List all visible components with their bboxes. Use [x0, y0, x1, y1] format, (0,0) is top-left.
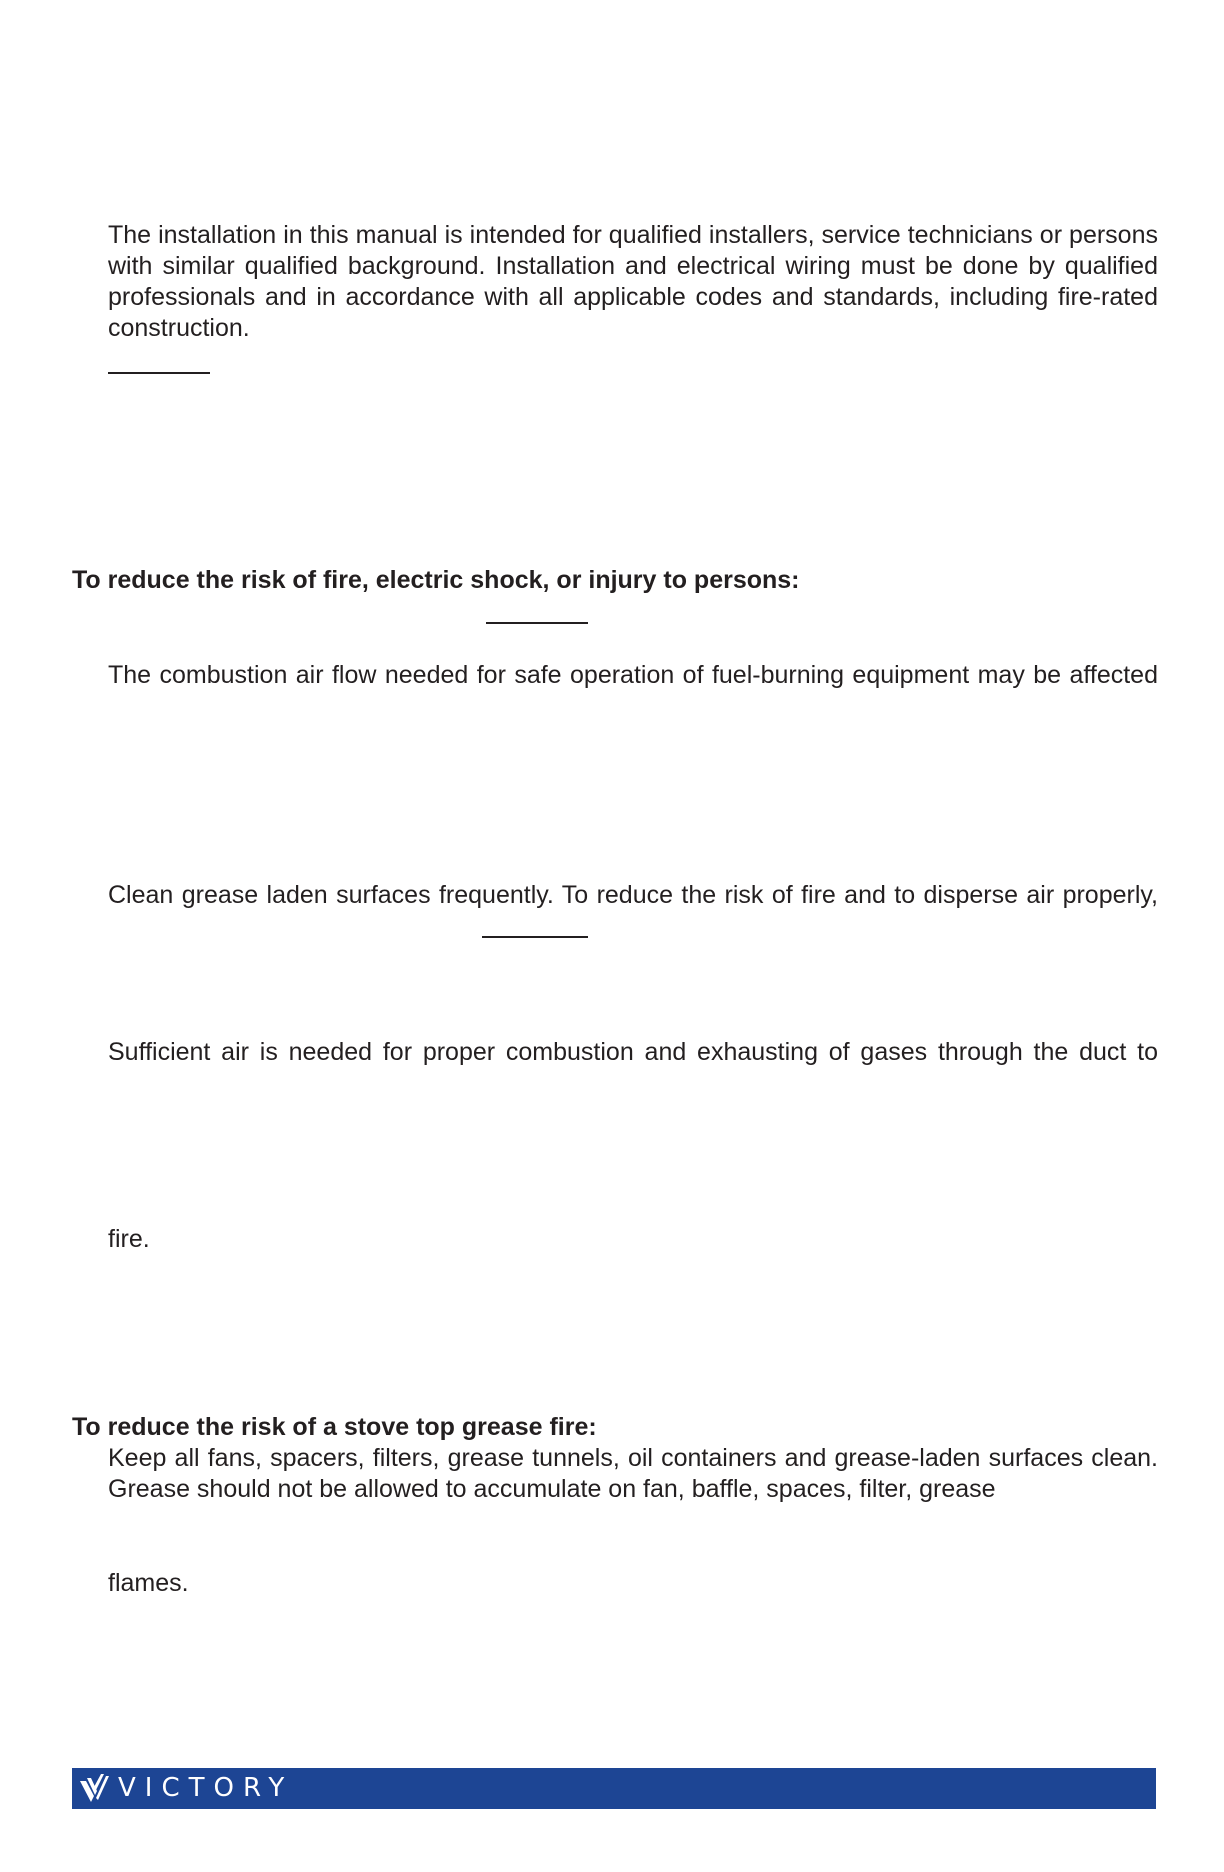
combustion-air-text: The combustion air flow needed for safe operation of fuel-burning equipment may be affected: [108, 661, 1158, 689]
fire-text: fire.: [108, 1225, 150, 1253]
section-heading-fire-risk: To reduce the risk of fire, electric shock, or injury to persons:: [72, 566, 800, 594]
intro-paragraph: The installation in this manual is intended for qualified installers, service technicians or persons with similar qualified background. Installation and electrical wiring must be done by qualified professionals and in accordance with all applicable codes and standards, including fire-rated construction.: [108, 221, 1158, 342]
brand-name: VICTORY: [118, 1773, 294, 1803]
flames-text: flames.: [108, 1569, 189, 1597]
divider-rule: [486, 622, 588, 624]
divider-rule: [482, 936, 588, 938]
victory-v-logo-icon: [78, 1772, 112, 1805]
clean-grease-text: Clean grease laden surfaces frequently. To reduce the risk of fire and to disperse air properly,: [108, 881, 1158, 909]
sufficient-air-text: Sufficient air is needed for proper combustion and exhausting of gases through the duct to: [108, 1038, 1158, 1066]
grease-paragraph: Keep all fans, spacers, filters, grease tunnels, oil containers and grease-laden surfaces clean. Grease should not be allowed to accumulate on fan, baffle, spaces, filter, grease: [108, 1444, 1158, 1503]
footer-brand-bar: [72, 1768, 1156, 1809]
section-heading-grease-fire: To reduce the risk of a stove top grease fire:: [72, 1413, 597, 1441]
divider-rule: [108, 372, 210, 374]
